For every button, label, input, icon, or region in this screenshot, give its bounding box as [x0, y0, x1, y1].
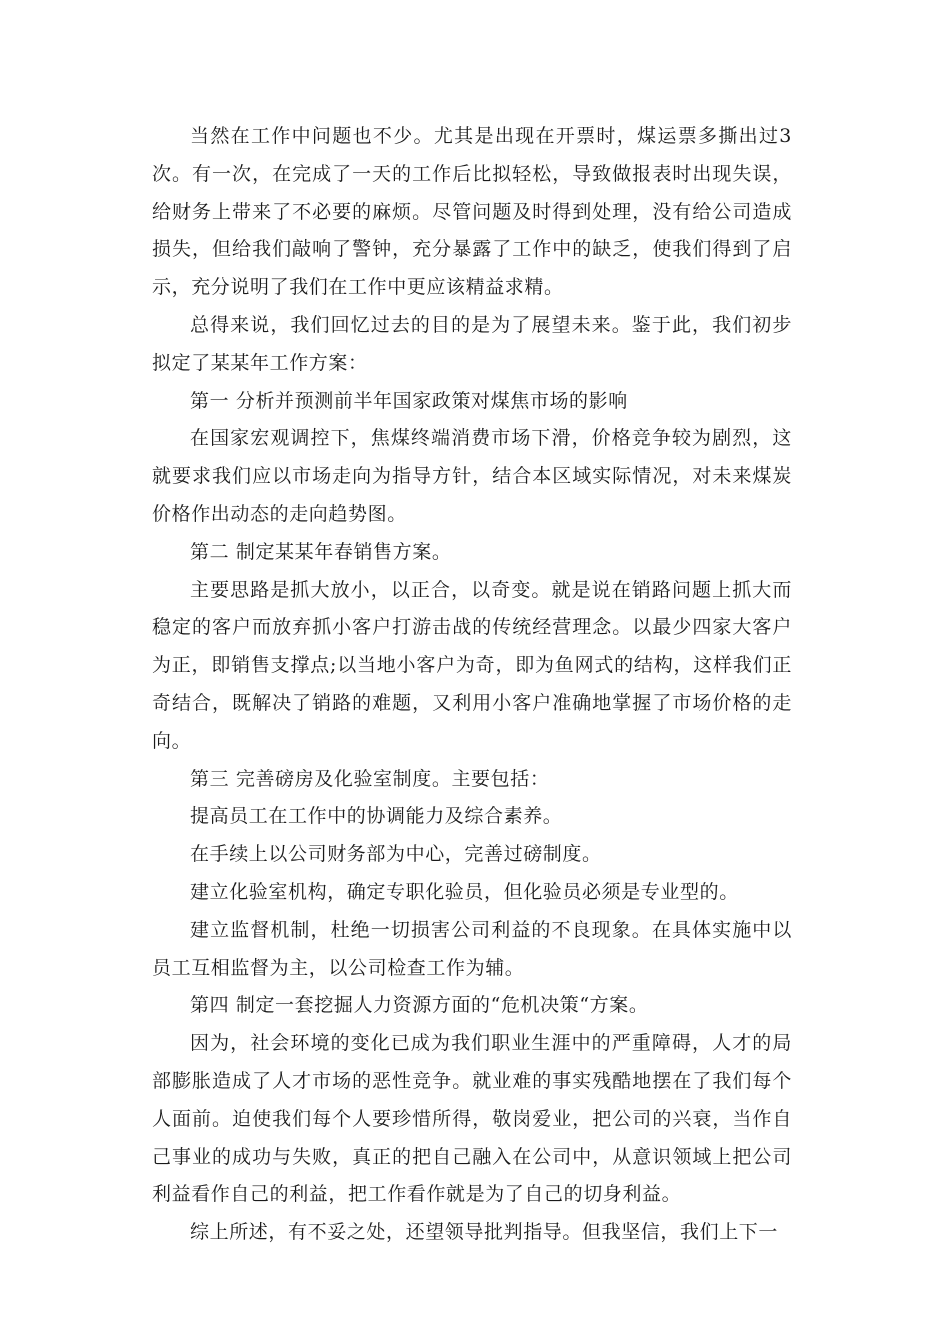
paragraph-9: 在手续上以公司财务部为中心，完善过磅制度。 — [190, 843, 602, 866]
document-body — [152, 118, 792, 1252]
paragraph-6: 主要思路是抓大放小，以正合，以奇变。就是说在销路问题上抓大而稳定的客户而放弃抓小客户打游击战的传统经营理念。以最少四家大客户为正，即销售支撑点;以当地小客户为奇，即为鱼网式的结构，这样我们正奇结合，既解决了销路的难题，又利用小客户准确地掌握了市场价格的走向。 — [152, 578, 792, 752]
paragraph-7-heading: 第三 完善磅房及化验室制度。主要包括： — [190, 767, 550, 790]
paragraph-3-heading: 第一 分析并预测前半年国家政策对煤焦市场的影响 — [190, 389, 628, 412]
paragraph-10: 建立化验室机构，确定专职化验员，但化验员必须是专业型的。 — [190, 880, 739, 903]
paragraph-8: 提高员工在工作中的协调能力及综合素养。 — [190, 805, 563, 828]
paragraph-11: 建立监督机制，杜绝一切损害公司利益的不良现象。在具体实施中以员工互相监督为主，以公司检查工作为辅。 — [152, 918, 792, 979]
paragraph-4: 在国家宏观调控下，焦煤终端消费市场下滑，价格竞争较为剧烈，这就要求我们应以市场走向为指导方针，结合本区域实际情况，对未来煤炭价格作出动态的走向趋势图。 — [152, 427, 792, 525]
paragraph-1: 当然在工作中问题也不少。尤其是出现在开票时，煤运票多撕出过3次。有一次，在完成了一天的工作后比拟轻松，导致做报表时出现失误，给财务上带来了不必要的麻烦。尽管问题及时得到处理，没有给公司造成损失，但给我们敲响了警钟，充分暴露了工作中的缺乏，使我们得到了启示，充分说明了我们在工作中更应该精益求精。 — [152, 125, 792, 299]
paragraph-12-heading: 第四 制定一套挖掘人力资源方面的“危机决策“方案。 — [190, 994, 649, 1017]
paragraph-2: 总得来说，我们回忆过去的目的是为了展望未来。鉴于此，我们初步拟定了某某年工作方案： — [152, 313, 792, 374]
paragraph-5-heading: 第二 制定某某年春销售方案。 — [190, 540, 452, 563]
paragraph-14: 综上所述，有不妥之处，还望领导批判指导。但我坚信，我们上下一 — [190, 1221, 779, 1244]
paragraph-13: 因为，社会环境的变化已成为我们职业生涯中的严重障碍，人才的局部膨胀造成了人才市场的恶性竞争。就业难的事实残酷地摆在了我们每个人面前。迫使我们每个人要珍惜所得，敬岗爱业，把公司的兴衰，当作自己事业的成功与失败，真正的把自己融入在公司中，从意识领域上把公司利益看作自己的利益，把工作看作就是为了自己的切身利益。 — [152, 1032, 792, 1206]
